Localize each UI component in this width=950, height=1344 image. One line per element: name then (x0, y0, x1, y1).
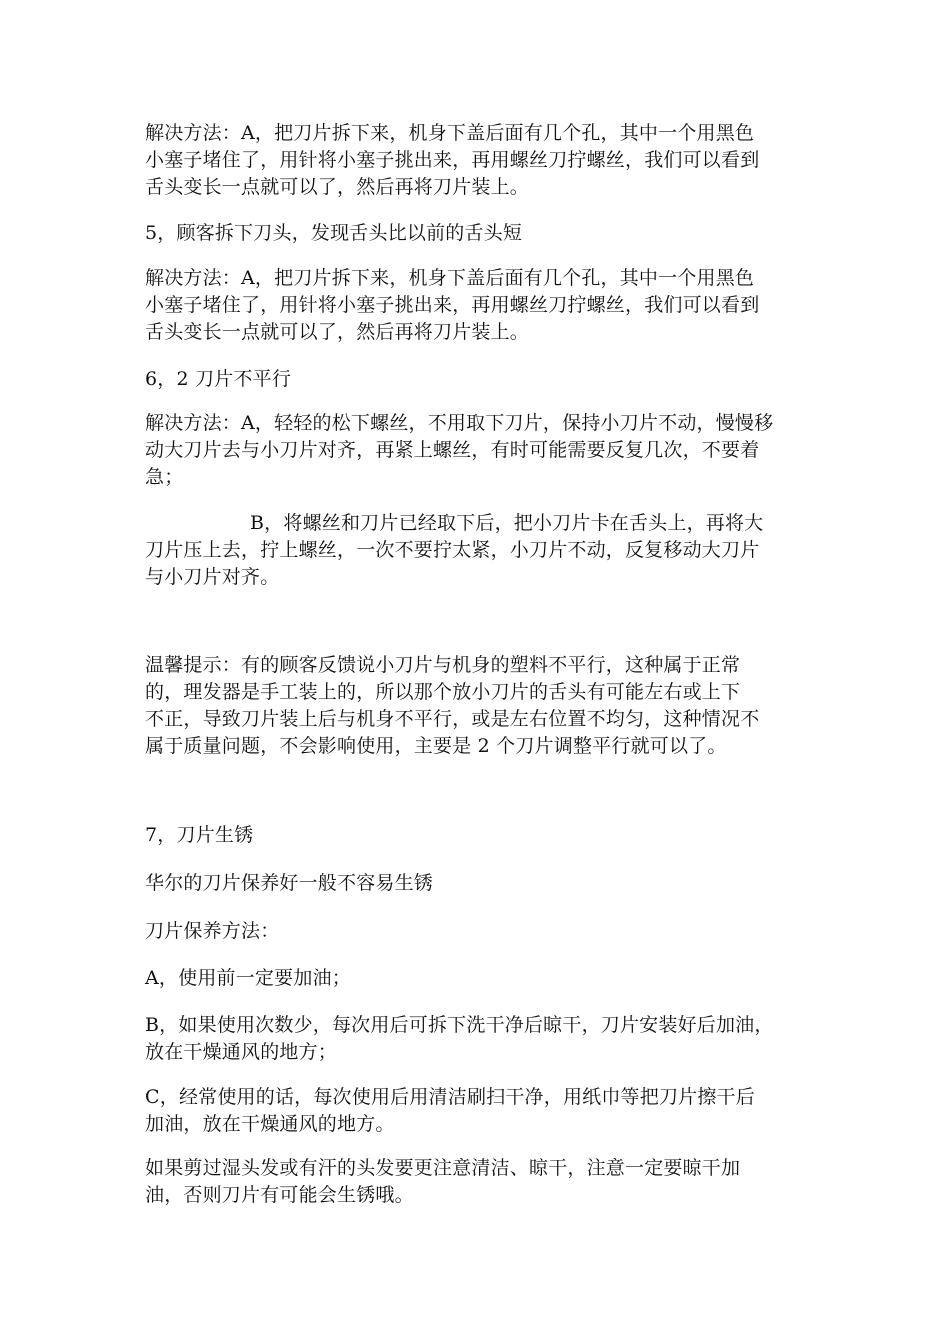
paragraph-solution-6b (145, 510, 815, 591)
text-line: 5，顾客拆下刀头，发现舌头比以前的舌头短 (145, 222, 523, 244)
text-line: 与小刀片对齐。 (145, 566, 280, 588)
text-line: 小塞子堵住了，用针将小塞子挑出来，再用螺丝刀拧螺丝，我们可以看到 (145, 294, 760, 316)
text-line: 7，刀片生锈 (145, 824, 254, 846)
text-line: 放在干燥通风的地方； (145, 1041, 338, 1063)
text-line: 舌头变长一点就可以了，然后再将刀片装上。 (145, 321, 530, 343)
text-line: B，将螺丝和刀片已经取下后，把小刀片卡在舌头上，再将大 (250, 512, 764, 534)
heading-item-6 (145, 366, 815, 393)
text-line: 加油，放在干燥通风的地方。 (145, 1113, 395, 1135)
paragraph-maintenance-b (145, 1012, 815, 1066)
heading-item-7 (145, 822, 815, 849)
text-line: 油，否则刀片有可能会生锈哦。 (145, 1184, 414, 1206)
text-line: 舌头变长一点就可以了，然后再将刀片装上。 (145, 176, 530, 198)
text-line: 动大刀片去与小刀片对齐，再紧上螺丝，有时可能需要反复几次，不要着 (145, 439, 760, 461)
text-line: 的，理发器是手工装上的，所以那个放小刀片的舌头有可能左右或上下 (145, 681, 741, 703)
text-line: 不正，导致刀片装上后与机身不平行，或是左右位置不均匀，这种情况不 (145, 708, 760, 730)
text-line: C，经常使用的话，每次使用后用清洁刷扫干净，用纸巾等把刀片擦干后 (145, 1086, 755, 1108)
paragraph-solution-4 (145, 120, 815, 201)
paragraph-tip (145, 652, 815, 760)
text-line: 急； (145, 466, 184, 488)
text-line: 华尔的刀片保养好一般不容易生锈 (145, 872, 434, 894)
text-line: 属于质量问题，不会影响使用，主要是 2 个刀片调整平行就可以了。 (145, 735, 727, 757)
paragraph-rust-intro (145, 870, 815, 897)
paragraph-solution-5 (145, 265, 815, 346)
text-line: 6，2 刀片不平行 (145, 368, 292, 390)
text-line: 解决方法：A，轻轻的松下螺丝，不用取下刀片，保持小刀片不动，慢慢移 (145, 412, 774, 434)
text-line: 解决方法：A，把刀片拆下来，机身下盖后面有几个孔，其中一个用黑色 (145, 267, 755, 289)
text-line: 小塞子堵住了，用针将小塞子挑出来，再用螺丝刀拧螺丝，我们可以看到 (145, 149, 760, 171)
text-line: A，使用前一定要加油； (145, 967, 351, 989)
paragraph-maintenance-c (145, 1084, 815, 1138)
paragraph-solution-6a (145, 410, 815, 491)
text-line: 刀片保养方法： (145, 920, 280, 942)
text-line: B，如果使用次数少，每次用后可拆下洗干净后晾干，刀片安装好后加油， (145, 1014, 774, 1036)
text-line: 解决方法：A，把刀片拆下来，机身下盖后面有几个孔，其中一个用黑色 (145, 122, 755, 144)
text-line: 如果剪过湿头发或有汗的头发要更注意清洁、晾干，注意一定要晾干加 (145, 1157, 741, 1179)
text-line: 温馨提示：有的顾客反馈说小刀片与机身的塑料不平行，这种属于正常 (145, 654, 741, 676)
heading-item-5 (145, 220, 815, 247)
heading-maintenance (145, 918, 815, 945)
paragraph-wet-hair-note (145, 1155, 815, 1209)
text-line: 刀片压上去，拧上螺丝，一次不要拧太紧，小刀片不动，反复移动大刀片 (145, 539, 760, 561)
paragraph-maintenance-a (145, 965, 815, 992)
